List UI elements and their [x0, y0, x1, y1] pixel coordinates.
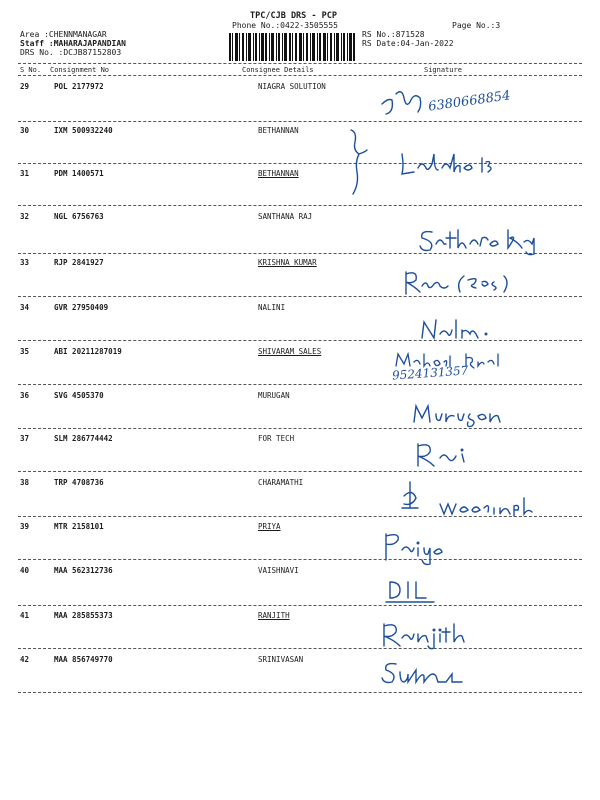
- row-sno: 38: [20, 478, 30, 487]
- row-consignment: SVG 4505370: [54, 391, 104, 400]
- row-consignment: RJP 2841927: [54, 258, 104, 267]
- signature-row-42: [382, 660, 492, 694]
- row-sno: 29: [20, 82, 30, 91]
- barcode-image: [229, 33, 355, 61]
- row-sno: 37: [20, 434, 30, 443]
- row-consignee: VAISHNAVI: [258, 566, 299, 575]
- row-sno: 32: [20, 212, 30, 221]
- signature-row-35: [391, 350, 502, 383]
- row-divider: [18, 205, 582, 206]
- signature-row-40: [386, 578, 456, 608]
- row-sno: 31: [20, 169, 30, 178]
- row-divider: [18, 384, 582, 385]
- signature-row-31: [398, 150, 508, 182]
- signature-row-36: [410, 400, 510, 430]
- signature-row-37: [412, 440, 482, 474]
- drs-number: DRS No. :DCJB87152803: [20, 48, 122, 57]
- row-consignment: IXM 500932240: [54, 126, 113, 135]
- row-sno: 40: [20, 566, 30, 575]
- column-header-signature: Signature: [424, 66, 462, 74]
- row-divider: [18, 648, 582, 649]
- row-consignment: MTR 2158101: [54, 522, 104, 531]
- row-divider: [18, 605, 582, 606]
- row-consignee: BETHANNAN: [258, 126, 299, 135]
- column-header-consignment: Consignment No: [50, 66, 110, 74]
- area-label: Area :CHENNMANAGAR: [20, 30, 107, 39]
- row-consignment: TRP 4708736: [54, 478, 104, 487]
- document-title: TPC/CJB DRS - PCP: [250, 11, 337, 21]
- rs-date: RS Date:04-Jan-2022: [362, 39, 454, 48]
- row-sno: 33: [20, 258, 30, 267]
- row-consignment: POL 2177972: [54, 82, 104, 91]
- row-consignee: CHARAMATHI: [258, 478, 304, 487]
- signature-row-34: [418, 316, 508, 346]
- signature-row-41: [378, 620, 488, 654]
- row-sno: 36: [20, 391, 30, 400]
- row-consignee: SHIVARAM SALES: [258, 347, 322, 356]
- column-header-consignee: Consignee Details: [242, 66, 314, 74]
- signature-phone: 9524131357: [391, 363, 469, 383]
- page-number: Page No.:3: [452, 21, 501, 30]
- row-sno: 35: [20, 347, 30, 356]
- row-consignment: SLM 286774442: [54, 434, 113, 443]
- row-consignee: BETHANNAN: [258, 169, 299, 178]
- signature-brace-30-31: [345, 128, 375, 202]
- row-consignee: FOR TECH: [258, 434, 295, 443]
- signature-row-38: [400, 478, 550, 522]
- row-consignment: MAA 285855373: [54, 611, 113, 620]
- row-consignee: MURUGAN: [258, 391, 290, 400]
- row-consignment: PDM 1400571: [54, 169, 104, 178]
- row-sno: 41: [20, 611, 30, 620]
- column-header-sno: S No.: [20, 66, 42, 74]
- signature-row-32: [418, 226, 548, 260]
- row-consignee: RANJITH: [258, 611, 290, 620]
- phone-number: Phone No.:0422-3505555: [232, 21, 338, 30]
- row-divider: [18, 559, 582, 560]
- row-consignment: NGL 6756763: [54, 212, 104, 221]
- signature-row-29: [380, 84, 520, 128]
- row-consignee: KRISHNA KUMAR: [258, 258, 317, 267]
- header-rule-top: [18, 63, 582, 64]
- row-divider: [18, 471, 582, 472]
- row-consignment: MAA 562312736: [54, 566, 113, 575]
- row-consignment: MAA 856749770: [54, 655, 113, 664]
- row-consignee: SANTHANA RAJ: [258, 212, 313, 221]
- row-consignment: GVR 27950409: [54, 303, 109, 312]
- row-sno: 34: [20, 303, 30, 312]
- row-consignee: NIAGRA SOLUTION: [258, 82, 326, 91]
- row-divider: [18, 692, 582, 693]
- row-sno: 30: [20, 126, 30, 135]
- row-consignee: SRINIVASAN: [258, 655, 304, 664]
- staff-label: Staff :MAHARAJAPANDIAN: [20, 39, 126, 48]
- row-consignee: NALINI: [258, 303, 286, 312]
- row-consignment: ABI 20211287019: [54, 347, 122, 356]
- row-sno: 39: [20, 522, 30, 531]
- header-rule-bottom: [18, 75, 582, 76]
- signature-row-39: [380, 528, 460, 568]
- signature-phone: 6380668854: [427, 88, 512, 115]
- rs-number: RS No.:871528: [362, 30, 425, 39]
- signature-row-33: [400, 268, 530, 302]
- row-consignee: PRIYA: [258, 522, 281, 531]
- row-sno: 42: [20, 655, 30, 664]
